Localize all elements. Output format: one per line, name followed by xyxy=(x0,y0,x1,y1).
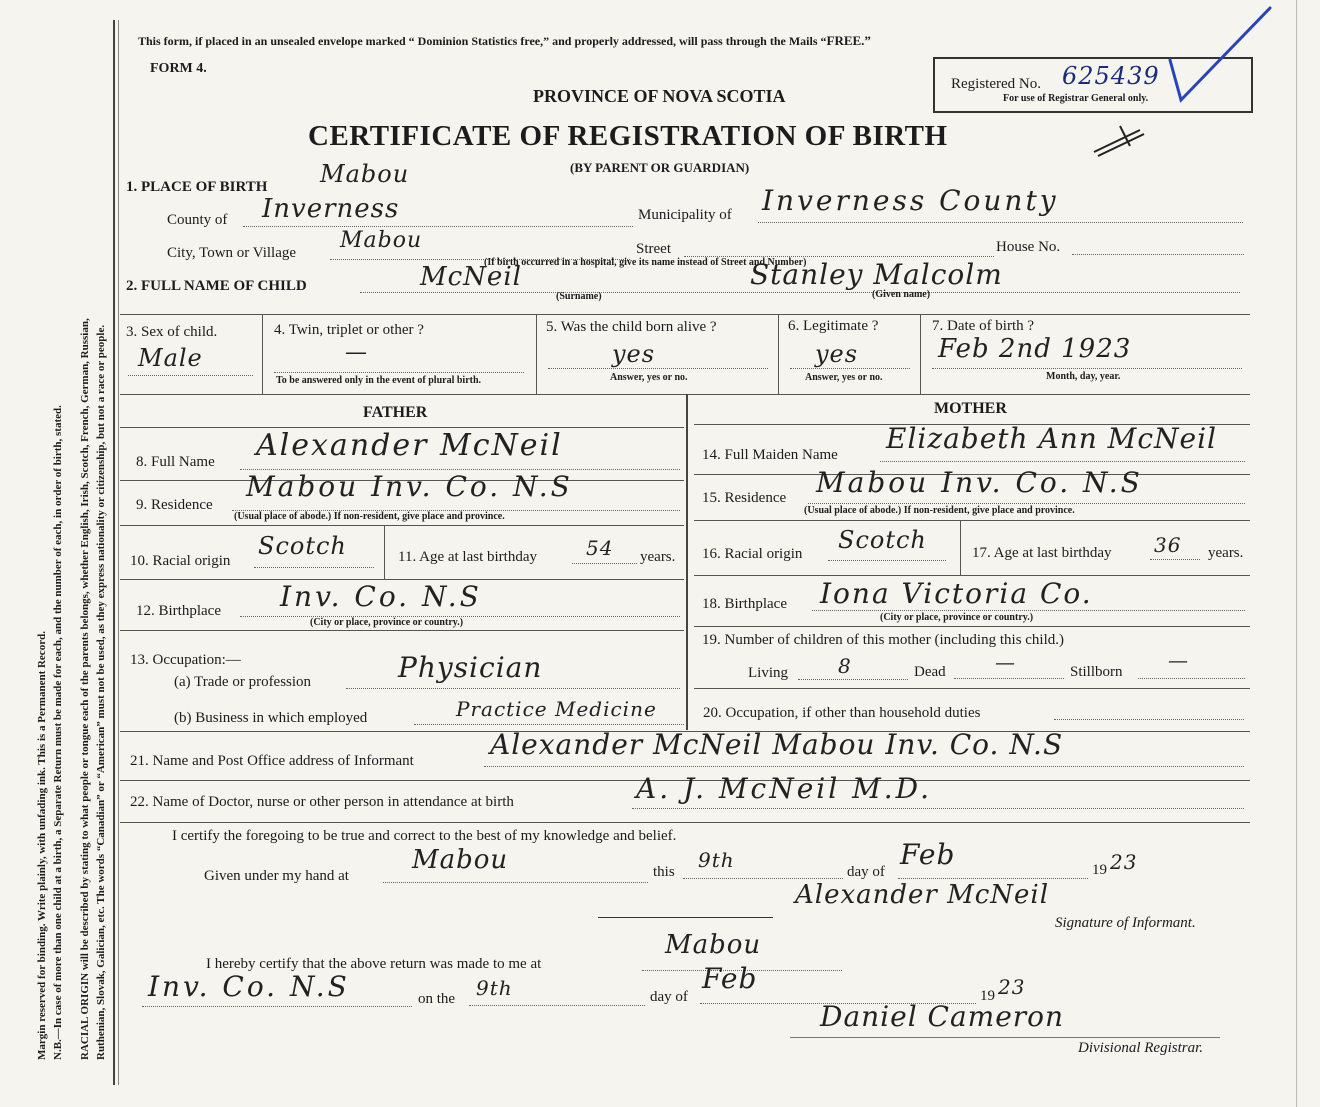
place-of-birth-label: 1. PLACE OF BIRTH xyxy=(126,179,268,195)
sex-value: Male xyxy=(138,344,203,372)
birth-date-value: Feb 2nd 1923 xyxy=(938,334,1132,364)
mother-name-value: Elizabeth Ann McNeil xyxy=(886,422,1217,455)
margin-note-binding: Margin reserved for binding. Write plainly, with unfading ink. This is a Permanent Record. xyxy=(36,631,48,1060)
father-residence-value: Mabou Inv. Co. N.S xyxy=(246,470,573,503)
father-name-label: 8. Full Name xyxy=(136,454,215,470)
form-number: FORM 4. xyxy=(150,61,207,76)
child-name-label: 2. FULL NAME OF CHILD xyxy=(126,278,307,294)
registrar-day-of-label: day of xyxy=(650,989,688,1005)
father-birthplace-label: 12. Birthplace xyxy=(136,603,221,619)
living-value: 8 xyxy=(838,654,852,678)
born-alive-label: 5. Was the child born alive ? xyxy=(546,319,717,335)
registrar-on-the-label: on the xyxy=(418,991,456,1007)
cert-day-of-label: day of xyxy=(847,864,885,880)
mother-age-value: 36 xyxy=(1154,533,1182,557)
mother-residence-value: Mabou Inv. Co. N.S xyxy=(816,466,1143,499)
city-value: Mabou xyxy=(340,228,423,253)
legitimate-value: yes xyxy=(815,340,859,368)
given-at-label: Given under my hand at xyxy=(204,868,349,884)
certificate-subtitle: (BY PARENT OR GUARDIAN) xyxy=(570,160,750,175)
father-age-label: 11. Age at last birthday xyxy=(398,549,537,565)
registrar-signature: Daniel Cameron xyxy=(820,1000,1065,1033)
informant-signature-label: Signature of Informant. xyxy=(1055,915,1196,931)
margin-note-multiple-births: N.B.—In case of more than one child at a birth, a Separate Return must be made for each, and the number of each, in order of birth, stated. xyxy=(52,405,64,1060)
municipality-label: Municipality of xyxy=(638,207,732,223)
county-label: County of xyxy=(167,212,228,228)
father-residence-note: (Usual place of abode.) If non-resident, give place and province. xyxy=(234,511,505,522)
cert-this-label: this xyxy=(653,864,675,880)
dead-value: — xyxy=(995,650,1016,674)
registrar-statement: I hereby certify that the above return was made to me at xyxy=(206,956,542,972)
mother-age-label: 17. Age at last birthday xyxy=(972,545,1112,561)
twin-value: — xyxy=(345,340,368,365)
mother-name-label: 14. Full Maiden Name xyxy=(702,447,838,463)
registrar-year-prefix: 19 xyxy=(980,988,995,1004)
cert-year-suffix: 23 xyxy=(1110,850,1138,874)
living-label: Living xyxy=(748,665,788,681)
legitimate-label: 6. Legitimate ? xyxy=(788,318,879,334)
trade-label: (a) Trade or profession xyxy=(174,674,312,690)
doctor-label: 22. Name of Doctor, nurse or other person in attendance at birth xyxy=(130,794,514,810)
registrar-day: 9th xyxy=(476,976,513,1000)
father-age-value: 54 xyxy=(586,536,614,560)
legitimate-note: Answer, yes or no. xyxy=(805,372,883,383)
mail-notice-text: This form, if placed in an unsealed envelope marked “ Dominion Statistics free,” and properly addressed, will pass through the Mails “ xyxy=(138,34,827,48)
stillborn-value: — xyxy=(1168,648,1189,672)
registrar-place: Mabou xyxy=(665,930,762,960)
occupation-label: 13. Occupation:— xyxy=(130,652,241,668)
children-count-label: 19. Number of children of this mother (including this child.) xyxy=(702,632,1065,648)
certificate-title: CERTIFICATE OF REGISTRATION OF BIRTH xyxy=(308,120,948,152)
father-heading: FATHER xyxy=(363,404,428,421)
father-age-years: years. xyxy=(640,549,676,565)
city-label: City, Town or Village xyxy=(167,245,297,261)
mother-birthplace-label: 18. Birthplace xyxy=(702,596,787,612)
child-given-name: Stanley Malcolm xyxy=(750,258,1003,291)
mother-occupation-label: 20. Occupation, if other than household duties xyxy=(703,705,981,721)
registrar-place-county: Inv. Co. N.S xyxy=(148,970,350,1003)
mother-residence-note: (Usual place of abode.) If non-resident, give place and province. xyxy=(804,505,1075,516)
mother-birthplace-value: Iona Victoria Co. xyxy=(820,577,1093,610)
trade-value: Physician xyxy=(398,651,543,684)
twin-label: 4. Twin, triplet or other ? xyxy=(274,322,424,338)
county-value: Inverness xyxy=(262,194,400,224)
margin-rule xyxy=(113,20,115,1085)
birth-date-label: 7. Date of birth ? xyxy=(932,318,1035,334)
business-label: (b) Business in which employed xyxy=(174,710,368,726)
street-label: Street xyxy=(636,241,671,257)
registrar-month: Feb xyxy=(702,962,758,995)
registrar-note: For use of Registrar General only. xyxy=(1003,93,1149,104)
margin-note-racial-origin-cont: Ruthenian, Slovak, Galician, etc. The words “Canadian” or “American” must not be used, as they express nationality or citizenship, but not a race or people. xyxy=(95,324,107,1060)
place-of-birth-value: Mabou xyxy=(320,160,410,188)
surname-caption: (Surname) xyxy=(556,291,602,302)
mail-notice-free: FREE.” xyxy=(826,33,871,48)
father-birthplace-note: (City or place, province or country.) xyxy=(310,617,464,628)
certification-statement: I certify the foregoing to be true and correct to the best of my knowledge and belief. xyxy=(172,828,677,844)
mother-heading: MOTHER xyxy=(934,400,1007,417)
registered-number: 625439 xyxy=(1062,62,1160,90)
twin-note: To be answered only in the event of plural birth. xyxy=(276,375,482,386)
dead-label: Dead xyxy=(914,664,946,680)
mother-racial-label: 16. Racial origin xyxy=(702,546,803,562)
informant-signature: Alexander McNeil xyxy=(795,880,1050,910)
registered-label: Registered No. xyxy=(951,76,1041,92)
mail-notice xyxy=(138,33,871,49)
municipality-value: Inverness County xyxy=(762,184,1059,217)
father-residence-label: 9. Residence xyxy=(136,497,213,513)
sex-label: 3. Sex of child. xyxy=(126,324,218,340)
cert-day: 9th xyxy=(698,848,735,872)
registrar-signature-label: Divisional Registrar. xyxy=(1078,1040,1204,1056)
father-birthplace-value: Inv. Co. N.S xyxy=(280,580,482,613)
hospital-note: (If birth occurred in a hospital, give its name instead of Street and Number) xyxy=(484,257,807,268)
province-heading: PROVINCE OF NOVA SCOTIA xyxy=(533,86,786,106)
cert-year-prefix: 19 xyxy=(1092,862,1107,878)
born-alive-note: Answer, yes or no. xyxy=(610,372,688,383)
stamp-scribble-icon xyxy=(1090,122,1150,162)
house-number-label: House No. xyxy=(996,239,1061,255)
informant-label: 21. Name and Post Office address of Informant xyxy=(130,753,414,769)
father-racial-label: 10. Racial origin xyxy=(130,553,231,569)
mother-birthplace-note: (City or place, province or country.) xyxy=(880,612,1034,623)
registrar-year-suffix: 23 xyxy=(998,975,1026,999)
business-value: Practice Medicine xyxy=(456,697,657,721)
given-at-place: Mabou xyxy=(412,845,509,875)
born-alive-value: yes xyxy=(612,340,656,368)
doctor-value: A. J. McNeil M.D. xyxy=(636,772,933,805)
child-surname: McNeil xyxy=(420,262,522,292)
margin-rule-inner xyxy=(118,20,119,1085)
cert-month: Feb xyxy=(900,838,956,871)
informant-value: Alexander McNeil Mabou Inv. Co. N.S xyxy=(490,728,1064,761)
mother-racial-value: Scotch xyxy=(838,526,927,554)
father-racial-value: Scotch xyxy=(258,532,347,560)
stillborn-label: Stillborn xyxy=(1070,664,1123,680)
mother-residence-label: 15. Residence xyxy=(702,490,787,506)
given-name-caption: (Given name) xyxy=(872,289,931,300)
father-name-value: Alexander McNeil xyxy=(256,428,563,463)
margin-note-racial-origin: RACIAL ORIGIN will be described by stating to what people or tongue each of the parents belongs, whether English, Irish, Scotch, French, German, Russian, xyxy=(79,318,91,1060)
birth-date-note: Month, day, year. xyxy=(1046,371,1121,382)
checkmark-icon xyxy=(1165,5,1275,110)
mother-age-years: years. xyxy=(1208,545,1244,561)
